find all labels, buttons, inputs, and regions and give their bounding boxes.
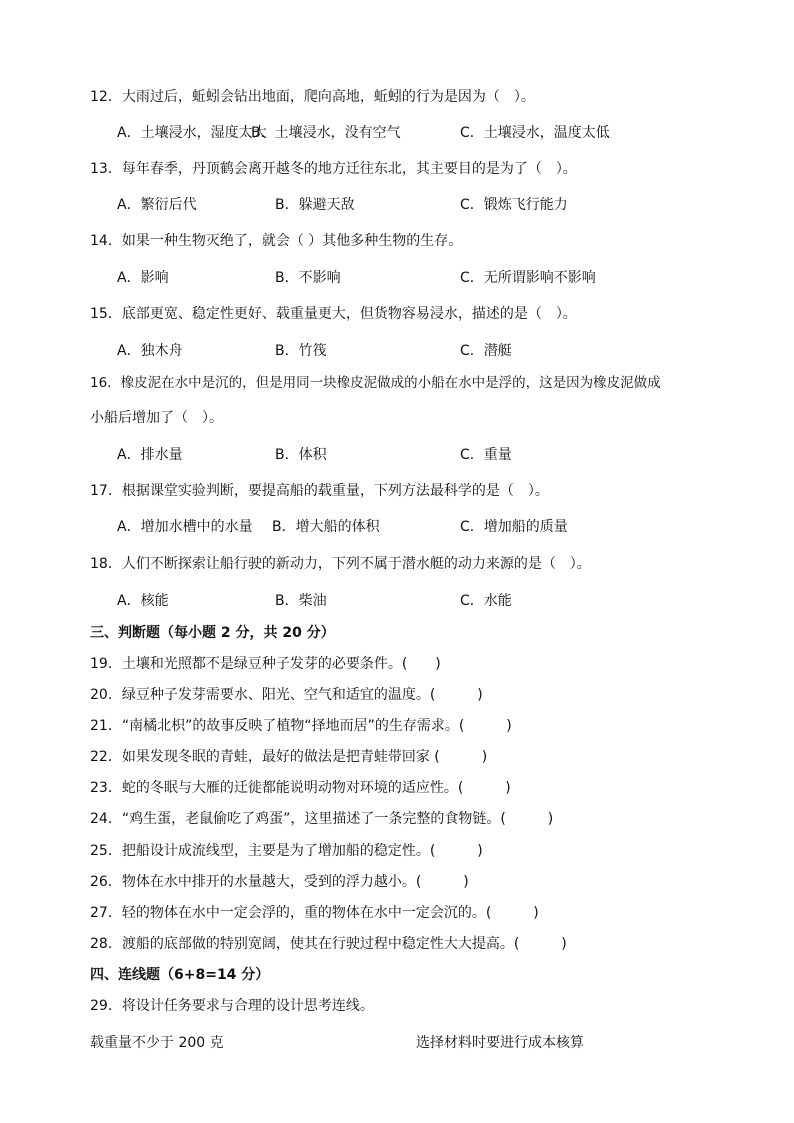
match-left-item[interactable]: 载重量不少于 200 克 — [90, 1035, 224, 1051]
option-c: C．水能 — [460, 593, 512, 609]
option-a: A．核能 — [117, 593, 169, 609]
option-a: A．繁衍后代 — [117, 197, 197, 213]
question-13: 13．每年春季，丹顶鹤会离开越冬的地方迁往东北，其主要目的是为了（ ）。 — [90, 161, 577, 177]
judgment-item: 21．“南橘北枳”的故事反映了植物“择地而居”的生存需求。( ) — [90, 718, 512, 734]
question-16-continued: 小船后增加了（ ）。 — [90, 410, 223, 426]
question-14: 14．如果一种生物灭绝了，就会（ ）其他多种生物的生存。 — [90, 233, 463, 249]
option-a: A．土壤浸水，湿度太大 — [117, 125, 267, 141]
match-right-item[interactable]: 选择材料时要进行成本核算 — [416, 1035, 584, 1051]
judgment-item: 25．把船设计成流线型，主要是为了增加船的稳定性。( ) — [90, 843, 483, 859]
question-18: 18．人们不断探索让船行驶的新动力，下列不属于潜水艇的动力来源的是（ ）。 — [90, 556, 591, 572]
option-b: B．竹筏 — [275, 343, 327, 359]
question-29: 29．将设计任务要求与合理的设计思考连线。 — [90, 998, 374, 1014]
question-16: 16．橡皮泥在水中是沉的，但是用同一块橡皮泥做成的小船在水中是浮的，这是因为橡皮泥做成 — [90, 375, 661, 391]
option-b: B．柴油 — [275, 593, 327, 609]
option-a: A．影响 — [117, 270, 169, 286]
question-12: 12．大雨过后，蚯蚓会钻出地面，爬向高地，蚯蚓的行为是因为（ ）。 — [90, 89, 535, 105]
section-heading-judgment: 三、判断题（每小题 2 分，共 20 分） — [90, 625, 335, 641]
option-b: B．土壤浸水，没有空气 — [251, 125, 401, 141]
option-b: B．增大船的体积 — [272, 519, 380, 535]
option-b: B．体积 — [275, 447, 327, 463]
judgment-item: 27．轻的物体在水中一定会浮的，重的物体在水中一定会沉的。( ) — [90, 905, 539, 921]
option-c: C．增加船的质量 — [460, 519, 568, 535]
option-c: C．锻炼飞行能力 — [460, 197, 568, 213]
section-heading-matching: 四、连线题（6+8=14 分） — [90, 967, 270, 983]
judgment-item: 26．物体在水中排开的水量越大，受到的浮力越小。( ) — [90, 874, 469, 890]
judgment-item: 23．蛇的冬眠与大雁的迁徙都能说明动物对环境的适应性。( ) — [90, 780, 511, 796]
option-a: A．排水量 — [117, 447, 183, 463]
judgment-item: 24．“鸡生蛋，老鼠偷吃了鸡蛋”，这里描述了一条完整的食物链。( ) — [90, 811, 554, 827]
option-a: A．增加水槽中的水量 — [117, 519, 253, 535]
judgment-item: 28．渡船的底部做的特别宽阔，使其在行驶过程中稳定性大大提高。( ) — [90, 936, 567, 952]
judgment-item: 20．绿豆种子发芽需要水、阳光、空气和适宜的温度。( ) — [90, 687, 483, 703]
judgment-item: 19．土壤和光照都不是绿豆种子发芽的必要条件。( ) — [90, 656, 441, 672]
option-c: C．无所谓影响不影响 — [460, 270, 596, 286]
option-b: B．不影响 — [275, 270, 341, 286]
question-17: 17．根据课堂实验判断，要提高船的载重量，下列方法最科学的是（ ）。 — [90, 483, 549, 499]
option-c: C．潜艇 — [460, 343, 512, 359]
judgment-item: 22．如果发现冬眠的青蛙，最好的做法是把青蛙带回家 ( ) — [90, 749, 488, 765]
option-a: A．独木舟 — [117, 343, 183, 359]
question-15: 15．底部更宽、稳定性更好、载重量更大，但货物容易浸水，描述的是（ ）。 — [90, 306, 577, 322]
option-b: B．躲避天敌 — [275, 197, 355, 213]
option-c: C．土壤浸水，温度太低 — [460, 125, 610, 141]
option-c: C．重量 — [460, 447, 512, 463]
